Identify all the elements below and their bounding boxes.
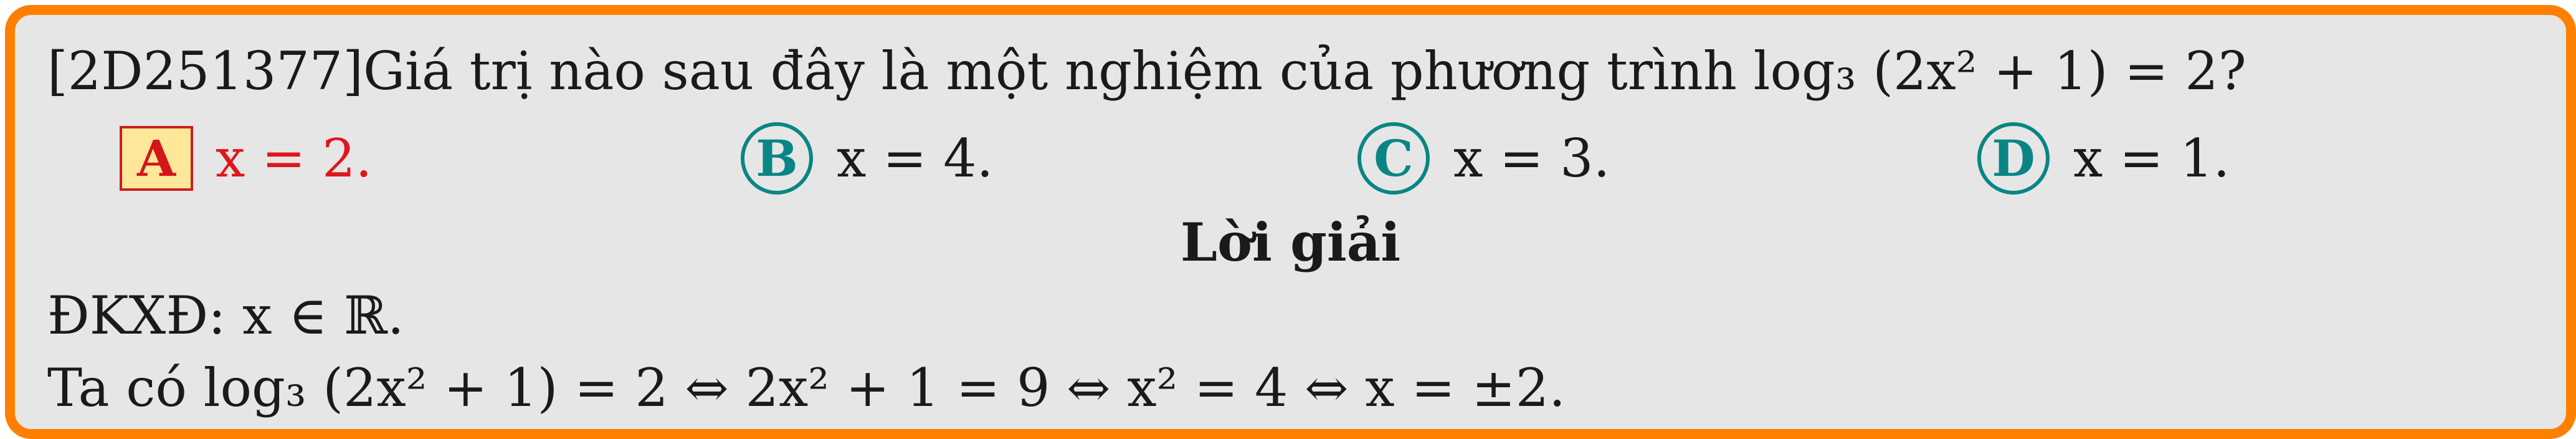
question-text: [2D251377]Giá trị nào sau đây là một nghiệm của phương trình log₃ (2x² + 1) = 2?: [47, 41, 2246, 102]
question-card: [5, 5, 2576, 439]
option-d-badge: D: [1977, 122, 2050, 195]
solution-condition: ĐKXĐ: x ∈ ℝ.: [47, 285, 404, 346]
option-b-text: x = 4.: [837, 128, 994, 189]
option-d[interactable]: [1977, 121, 2230, 196]
option-b-badge: B: [741, 122, 813, 195]
option-b[interactable]: [741, 121, 993, 196]
option-c-badge: C: [1357, 122, 1430, 195]
solution-work: Ta có log₃ (2x² + 1) = 2 ⇔ 2x² + 1 = 9 ⇔ x² = 4 ⇔ x = ±2.: [47, 357, 1566, 418]
solution-title: Lời giải: [1180, 211, 1401, 273]
option-c-text: x = 3.: [1453, 128, 1610, 189]
option-c[interactable]: [1357, 121, 1610, 196]
option-a[interactable]: [120, 121, 372, 196]
option-d-text: x = 1.: [2073, 128, 2230, 189]
option-a-text: x = 2.: [216, 128, 373, 189]
answer-options: [15, 121, 2566, 196]
option-a-badge: A: [120, 126, 193, 191]
